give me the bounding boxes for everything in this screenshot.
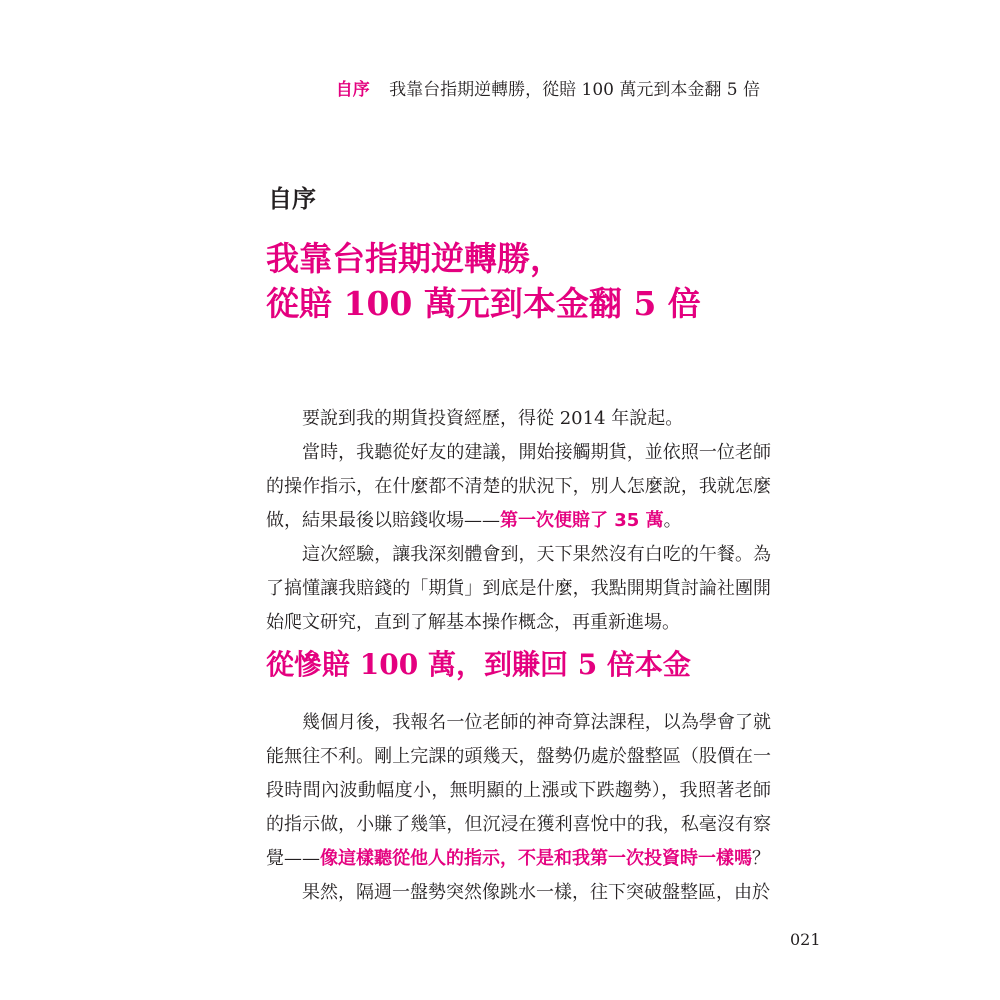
running-header-title: 我靠台指期逆轉勝，從賠 100 萬元到本金翻 5 倍 xyxy=(389,80,760,100)
paragraph-3 xyxy=(266,538,771,640)
page-number: 021 xyxy=(790,930,821,949)
chapter-title-line-2: 從賠 100 萬元到本金翻 5 倍 xyxy=(266,284,701,323)
paragraph-2 xyxy=(266,436,771,538)
paragraph-4 xyxy=(266,706,771,876)
running-header-label: 自序 xyxy=(335,80,370,100)
section-subheading: 從慘賠 100 萬，到賺回 5 倍本金 xyxy=(266,648,691,681)
paragraph-1 xyxy=(266,402,771,436)
paragraph-4-end: ？ xyxy=(752,848,770,869)
paragraph-4-highlight: 像這樣聽從他人的指示，不是和我第一次投資時一樣嗎 xyxy=(320,848,752,869)
paragraph-5-text: 果然，隔週一盤勢突然像跳水一樣，往下突破盤整區，由於 xyxy=(302,882,770,903)
chapter-title-line-1: 我靠台指期逆轉勝， xyxy=(266,239,563,278)
running-header xyxy=(336,78,760,102)
chapter-title xyxy=(266,236,701,326)
paragraph-5 xyxy=(266,876,771,910)
paragraph-2-text: 當時，我聽從好友的建議，開始接觸期貨，並依照一位老師的操作指示，在什麼都不清楚的狀況下，別人怎麼說，我就怎麼做，結果最後以賠錢收場—— xyxy=(266,442,771,531)
paragraph-2-end: 。 xyxy=(663,510,682,531)
paragraph-4-text: 幾個月後，我報名一位老師的神奇算法課程，以為學會了就能無往不利。剛上完課的頭幾天，盤勢仍處於盤整區（股價在一段時間內波動幅度小，無明顯的上漲或下跌趨勢），我照著老師的指示做，小賺了幾筆，但沉浸在獲利喜悅中的我，私毫沒有察覺—— xyxy=(266,712,771,869)
section-label: 自序 xyxy=(268,185,316,213)
paragraph-3-text: 這次經驗，讓我深刻體會到，天下果然沒有白吃的午餐。為了搞懂讓我賠錢的「期貨」到底是什麼，我點開期貨討論社團開始爬文研究，直到了解基本操作概念，再重新進場。 xyxy=(266,544,771,633)
paragraph-1-text: 要說到我的期貨投資經歷，得從 2014 年說起。 xyxy=(302,408,684,429)
paragraph-2-highlight: 第一次便賠了 35 萬 xyxy=(500,510,664,531)
